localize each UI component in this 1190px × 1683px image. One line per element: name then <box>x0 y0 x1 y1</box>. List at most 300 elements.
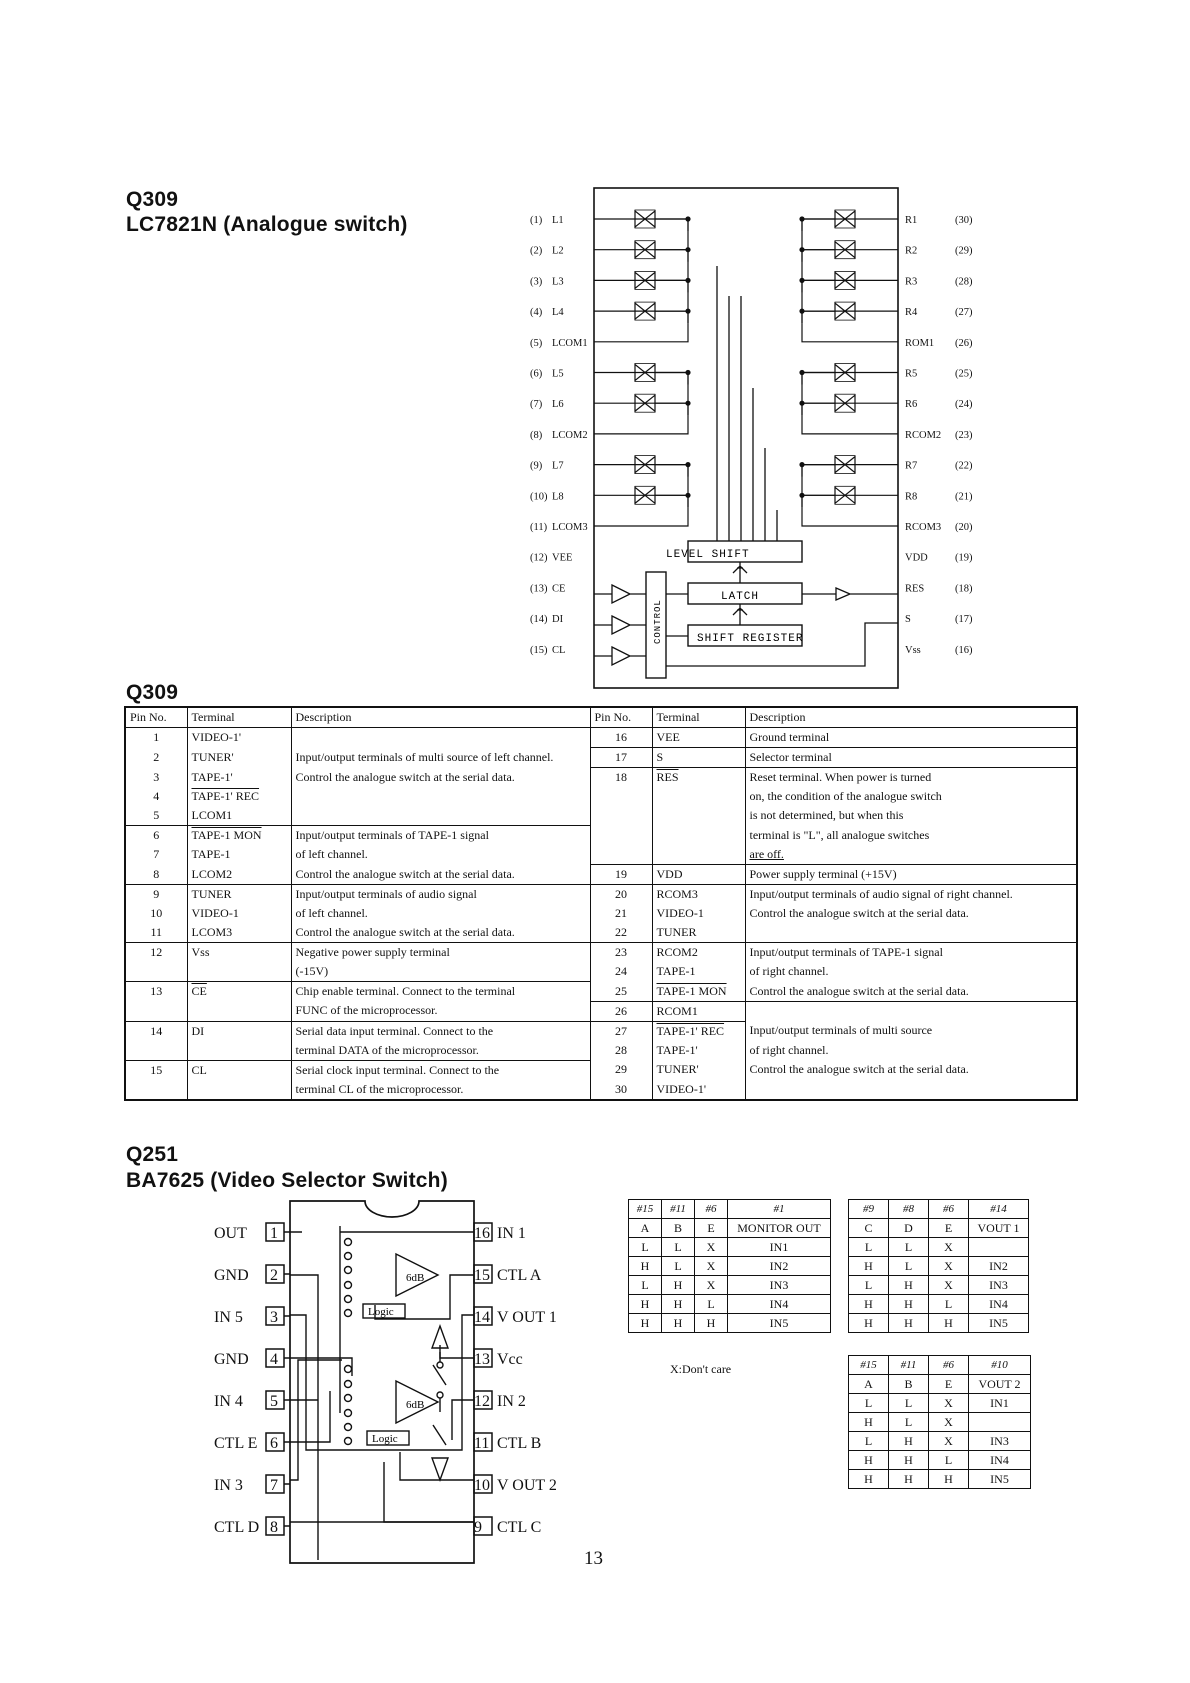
tt-row <box>849 1219 1029 1238</box>
right-pin-name: R2 <box>905 245 918 257</box>
left-pin-number: (8) <box>530 429 543 441</box>
pin-box <box>474 1349 492 1367</box>
tt-row <box>629 1238 831 1257</box>
description-cell: Reset terminal. When power is turned <box>745 768 1077 788</box>
switch-symbol <box>635 211 655 227</box>
terminal-cell: LCOM1 <box>187 806 291 826</box>
terminal-cell: $\overline{RES}$ <box>652 768 745 788</box>
node-dot <box>800 278 804 282</box>
switch-symbol <box>835 394 855 412</box>
logic-2-label: Logic <box>372 1433 398 1445</box>
switch-symbol <box>635 241 655 259</box>
left-pin-name: L4 <box>552 307 564 319</box>
right-pin-name: CTL B <box>497 1435 542 1452</box>
right-pin-number: (28) <box>955 276 973 288</box>
node-dot <box>686 463 690 467</box>
description-cell: terminal CL of the microprocessor. <box>291 1080 590 1100</box>
description-cell: Selector terminal <box>745 748 1077 768</box>
left-pin-number: (3) <box>530 276 543 288</box>
switch-symbol <box>635 394 655 412</box>
header-terminal-right: Terminal <box>652 707 745 728</box>
right-pin-number: 12 <box>474 1393 490 1410</box>
tt-row <box>849 1394 1031 1413</box>
pin-cell: 16 <box>590 728 652 748</box>
tt-cell: D <box>889 1219 929 1238</box>
pin-cell <box>125 1001 187 1021</box>
left-pin-name: L2 <box>552 245 564 257</box>
pin-box <box>266 1307 284 1325</box>
left-pin-name: CL <box>552 644 566 656</box>
switch-symbol <box>835 303 855 319</box>
terminal-cell: TAPE-1' REC <box>187 787 291 806</box>
description-cell: Control the analogue switch at the serial data. <box>745 904 1077 923</box>
header-terminal-left: Terminal <box>187 707 291 728</box>
signal-line <box>655 495 835 507</box>
left-pin-name: L6 <box>552 399 564 411</box>
switch-symbol <box>635 271 655 289</box>
tt-cell: IN3 <box>969 1432 1031 1451</box>
terminal-cell: VIDEO-1' <box>187 728 291 748</box>
tt-cell: IN5 <box>728 1314 831 1333</box>
right-pin-number: (30) <box>955 215 973 226</box>
right-pin-name: S <box>905 614 911 626</box>
left-pin-name: CTL D <box>214 1519 260 1536</box>
tt-cell: L <box>662 1257 695 1276</box>
tt-row <box>849 1238 1029 1257</box>
tt-row <box>849 1470 1031 1489</box>
page-number: 13 <box>584 1548 603 1569</box>
switch-symbol <box>835 456 855 474</box>
tt-cell: X <box>929 1413 969 1432</box>
tt-cell: X <box>929 1238 969 1257</box>
right-pin-name: VDD <box>905 552 928 564</box>
pin-cell: 9 <box>125 885 187 905</box>
description-cell: (-15V) <box>291 962 590 982</box>
left-pin-number: (13) <box>530 583 548 595</box>
tt-cell: X <box>929 1394 969 1413</box>
pin-cell: 17 <box>590 748 652 768</box>
right-pin-number: 9 <box>474 1519 482 1536</box>
right-pin-number: (16) <box>955 644 973 656</box>
node-dot <box>686 248 690 252</box>
left-pin-number: 2 <box>270 1267 278 1284</box>
tt-cell: A <box>629 1219 662 1238</box>
right-pin-name: IN 1 <box>497 1225 526 1242</box>
tt-cell: B <box>889 1375 929 1394</box>
terminal-cell <box>187 1080 291 1100</box>
tt-header-cell: #15 <box>629 1200 662 1219</box>
tt-cell: IN3 <box>728 1276 831 1295</box>
bus-line <box>688 219 802 323</box>
switch-symbol <box>635 486 655 504</box>
node-dot <box>686 493 690 497</box>
switch-symbol <box>635 302 655 320</box>
switch-symbol <box>835 211 855 227</box>
amp-2-label: 6dB <box>406 1399 425 1411</box>
left-pin-number: 4 <box>270 1351 278 1368</box>
com-line <box>594 507 898 526</box>
switch-symbol <box>635 395 655 411</box>
tt-cell: H <box>889 1432 929 1451</box>
terminal-cell: TAPE-1' <box>652 1041 745 1061</box>
node-dot <box>686 401 690 405</box>
terminal-cell: TAPE-1 MON <box>187 826 291 846</box>
terminal-cell: TUNER <box>652 923 745 943</box>
tt-cell: H <box>889 1295 929 1314</box>
tt-cell: H <box>849 1451 889 1470</box>
header-description-right: Description <box>745 707 1077 728</box>
description-cell: terminal is "L", all analogue switches <box>745 826 1077 846</box>
terminal-cell <box>652 845 745 865</box>
terminal-cell: TUNER' <box>187 748 291 768</box>
truth-table-vout2 <box>848 1355 1031 1489</box>
pin-cell <box>590 806 652 826</box>
description-cell: terminal DATA of the microprocessor. <box>291 1041 590 1061</box>
tt-row <box>629 1295 831 1314</box>
tt-cell: L <box>849 1238 889 1257</box>
tt-cell: H <box>849 1295 889 1314</box>
tt-cell: L <box>849 1276 889 1295</box>
switch-symbol <box>835 302 855 320</box>
tt-header-cell: #14 <box>969 1200 1029 1219</box>
description-cell: Input/output terminals of TAPE-1 signal <box>745 943 1077 963</box>
tt-row <box>849 1276 1029 1295</box>
terminal-cell: TAPE-1 <box>652 962 745 982</box>
tt-cell: L <box>849 1394 889 1413</box>
right-pin-number: (24) <box>955 399 973 411</box>
pin-cell: 8 <box>125 865 187 885</box>
tt-cell: H <box>629 1295 662 1314</box>
tt-header-cell: #10 <box>969 1356 1031 1375</box>
pin-cell: 23 <box>590 943 652 963</box>
switch-symbol <box>635 456 655 474</box>
tt-cell: L <box>889 1257 929 1276</box>
left-pin-number: 5 <box>270 1393 278 1410</box>
tt-cell: H <box>849 1470 889 1489</box>
pin-cell: 20 <box>590 885 652 905</box>
tt-row <box>849 1257 1029 1276</box>
tt-cell: L <box>629 1276 662 1295</box>
node-dot <box>800 217 804 221</box>
pin-box <box>474 1475 492 1493</box>
right-pin-number: (18) <box>955 583 973 595</box>
right-pin-name: R3 <box>905 276 918 288</box>
pin-cell <box>590 787 652 806</box>
tt-header-cell: #11 <box>662 1200 695 1219</box>
latch-label: LATCH <box>721 591 760 603</box>
description-cell: Serial clock input terminal. Connect to the <box>291 1060 590 1080</box>
right-pin-number: (26) <box>955 337 973 349</box>
switch-symbol <box>635 487 655 503</box>
tt-cell: X <box>929 1257 969 1276</box>
description-cell: Input/output terminals of audio signal of right channel. <box>745 885 1077 905</box>
right-pin-number: (23) <box>955 429 973 441</box>
left-pin-number: (6) <box>530 368 543 380</box>
tt-cell: L <box>629 1238 662 1257</box>
com-line <box>594 415 898 434</box>
terminal-cell <box>187 1041 291 1061</box>
tt-header-cell: #8 <box>889 1200 929 1219</box>
left-pin-name: CE <box>552 583 566 595</box>
pin-cell: 2 <box>125 748 187 768</box>
tt-cell: E <box>695 1219 728 1238</box>
right-pin-number: (27) <box>955 307 973 319</box>
tt-header-cell: #11 <box>889 1356 929 1375</box>
description-cell: Control the analogue switch at the serial data. <box>745 982 1077 1002</box>
terminal-cell: RCOM3 <box>652 885 745 905</box>
signal-line <box>655 219 835 231</box>
tt-cell: B <box>662 1219 695 1238</box>
right-pin-number: 11 <box>474 1435 490 1452</box>
pin-cell: 30 <box>590 1080 652 1100</box>
tt-row <box>629 1257 831 1276</box>
terminal-cell: VIDEO-1 <box>187 904 291 923</box>
shift-register-label: SHIFT REGISTER <box>697 633 804 645</box>
right-pin-name: ROM1 <box>905 337 935 349</box>
terminal-cell: $\overline{CE}$ <box>187 982 291 1002</box>
description-cell <box>291 787 590 806</box>
pin-cell <box>125 1080 187 1100</box>
tt-cell: H <box>889 1470 929 1489</box>
pin-cell: 27 <box>590 1021 652 1041</box>
pin-box <box>266 1265 284 1283</box>
pin-cell: 21 <box>590 904 652 923</box>
pin-box <box>266 1475 284 1493</box>
pin-cell <box>125 1041 187 1061</box>
terminal-cell <box>187 1001 291 1021</box>
q251-subtitle: BA7625 (Video Selector Switch) <box>126 1169 448 1192</box>
left-pin-name: IN 4 <box>214 1393 243 1410</box>
q251-title: Q251 <box>126 1143 179 1166</box>
right-pin-name: R4 <box>905 307 918 319</box>
tt-cell: H <box>629 1257 662 1276</box>
tt-row <box>629 1219 831 1238</box>
terminal-cell: VIDEO-1' <box>652 1080 745 1100</box>
q309-pin-table <box>124 706 1078 1101</box>
switch-symbol <box>835 210 855 228</box>
switch-symbol <box>835 395 855 411</box>
pin-cell: 26 <box>590 1001 652 1021</box>
signal-line <box>655 280 835 292</box>
tt-cell: IN4 <box>728 1295 831 1314</box>
pin-cell: 12 <box>125 943 187 963</box>
terminal-cell <box>652 806 745 826</box>
right-pin-name: R5 <box>905 368 918 380</box>
node-dot <box>686 371 690 375</box>
truth-table-vout-monitor <box>628 1199 831 1333</box>
tt-cell: L <box>662 1238 695 1257</box>
switch-symbol <box>635 365 655 381</box>
switch-symbol <box>835 241 855 259</box>
left-pin-name: L5 <box>552 368 564 380</box>
left-pin-number: (4) <box>530 307 543 319</box>
description-cell <box>291 728 590 748</box>
right-pin-name: Vcc <box>497 1351 523 1368</box>
pin-cell: 3 <box>125 768 187 788</box>
tt-cell: X <box>695 1238 728 1257</box>
left-pin-number: 1 <box>270 1225 278 1242</box>
description-cell: Input/output terminals of TAPE-1 signal <box>291 826 590 846</box>
header-pin-left: Pin No. <box>125 707 187 728</box>
right-pin-name: R6 <box>905 399 918 411</box>
node-dot <box>800 371 804 375</box>
tt-row <box>849 1413 1031 1432</box>
switch-symbol <box>835 364 855 382</box>
tt-header-cell: #15 <box>849 1356 889 1375</box>
left-pin-number: (10) <box>530 491 548 503</box>
right-pin-number: (22) <box>955 460 973 472</box>
right-pin-name: V OUT 2 <box>497 1477 557 1494</box>
description-cell: Control the analogue switch at the serial data. <box>745 1060 1077 1080</box>
left-pin-name: CTL E <box>214 1435 258 1452</box>
q309-title: Q309 <box>126 188 179 211</box>
left-pin-name: IN 3 <box>214 1477 243 1494</box>
tt-cell: X <box>929 1432 969 1451</box>
terminal-cell: TUNER <box>187 885 291 905</box>
tt-header-cell: #9 <box>849 1200 889 1219</box>
pin-box <box>266 1349 284 1367</box>
description-cell: are off. <box>745 845 1077 865</box>
tt-cell: IN1 <box>728 1238 831 1257</box>
pin-cell <box>590 826 652 846</box>
tt-cell: VOUT 1 <box>969 1219 1029 1238</box>
tt-cell: IN5 <box>969 1470 1031 1489</box>
pin-box <box>474 1307 492 1325</box>
node-dot <box>686 278 690 282</box>
switch-symbol <box>635 272 655 288</box>
description-cell <box>291 806 590 826</box>
switch-symbol <box>835 272 855 288</box>
pin-cell: 13 <box>125 982 187 1002</box>
left-pin-number: (7) <box>530 399 543 411</box>
tt-cell: IN4 <box>969 1295 1029 1314</box>
pin-cell: 28 <box>590 1041 652 1061</box>
level-shift-label: LEVEL SHIFT <box>666 549 750 561</box>
right-pin-number: (20) <box>955 522 973 533</box>
switch-symbol <box>635 210 655 228</box>
terminal-cell: TUNER' <box>652 1060 745 1080</box>
header-pin-right: Pin No. <box>590 707 652 728</box>
q309-subtitle: LC7821N (Analogue switch) <box>126 213 408 236</box>
switch-symbol <box>635 457 655 473</box>
com-line <box>594 323 898 342</box>
tt-cell: H <box>695 1314 728 1333</box>
left-pin-number: 3 <box>270 1309 278 1326</box>
left-pin-name: IN 5 <box>214 1309 243 1326</box>
description-cell: Control the analogue switch at the serial data. <box>291 768 590 788</box>
description-cell: Input/output terminals of audio signal <box>291 885 590 905</box>
tt-cell: H <box>849 1314 889 1333</box>
signal-line <box>655 311 835 323</box>
tt-row <box>849 1295 1029 1314</box>
right-pin-name: R1 <box>905 215 918 226</box>
tt-cell: L <box>889 1413 929 1432</box>
tt-header-cell: #6 <box>929 1356 969 1375</box>
terminal-cell: VDD <box>652 865 745 885</box>
node-dot <box>800 463 804 467</box>
left-pin-number: (5) <box>530 337 543 349</box>
description-cell: Input/output terminals of multi source of left channel. <box>291 748 590 768</box>
tt-cell: L <box>889 1238 929 1257</box>
node-dot <box>800 401 804 405</box>
left-pin-name: LCOM1 <box>552 337 588 349</box>
switch-symbol <box>835 271 855 289</box>
tt-cell: L <box>929 1451 969 1470</box>
tt-header-cell: #6 <box>695 1200 728 1219</box>
left-pin-number: 7 <box>270 1477 278 1494</box>
left-pin-name: LCOM3 <box>552 522 588 533</box>
description-cell: Serial data input terminal. Connect to the <box>291 1021 590 1041</box>
pin-box <box>474 1223 492 1241</box>
right-pin-name: Vss <box>905 644 921 656</box>
pin-cell: 14 <box>125 1021 187 1041</box>
terminal-cell: LCOM2 <box>187 865 291 885</box>
left-pin-name: LCOM2 <box>552 429 588 441</box>
pin-cell: 4 <box>125 787 187 806</box>
right-pin-name: R8 <box>905 491 918 503</box>
pin-cell: 19 <box>590 865 652 885</box>
tt-cell: L <box>849 1432 889 1451</box>
tt-cell: L <box>695 1295 728 1314</box>
tt-row <box>849 1432 1031 1451</box>
right-pin-name: RCOM3 <box>905 522 942 533</box>
description-cell: of right channel. <box>745 1041 1077 1061</box>
signal-line <box>655 250 835 262</box>
right-pin-number: (21) <box>955 491 973 503</box>
pin-box <box>474 1391 492 1409</box>
terminal-cell <box>187 962 291 982</box>
tt-cell: H <box>929 1470 969 1489</box>
description-cell: on, the condition of the analogue switch <box>745 787 1077 806</box>
tt-cell <box>969 1413 1031 1432</box>
right-pin-name: IN 2 <box>497 1393 526 1410</box>
description-cell: FUNC of the microprocessor. <box>291 1001 590 1021</box>
switch-symbol <box>835 486 855 504</box>
switch-symbol <box>835 365 855 381</box>
tt-cell: H <box>662 1295 695 1314</box>
tt-cell: H <box>889 1451 929 1470</box>
description-cell: of right channel. <box>745 962 1077 982</box>
tt-cell: IN1 <box>969 1394 1031 1413</box>
tt-cell: IN4 <box>969 1451 1031 1470</box>
left-pin-number: 6 <box>270 1435 278 1452</box>
switch-symbol <box>835 457 855 473</box>
right-pin-number: (29) <box>955 245 973 257</box>
tt-header-cell: #6 <box>929 1200 969 1219</box>
left-pin-number: (1) <box>530 215 543 226</box>
pin-cell <box>125 962 187 982</box>
right-pin-number: (19) <box>955 552 973 564</box>
right-pin-name: R7 <box>905 460 918 472</box>
pin-cell <box>590 845 652 865</box>
right-pin-number: (25) <box>955 368 973 380</box>
description-cell: of left channel. <box>291 904 590 923</box>
terminal-cell: VIDEO-1 <box>652 904 745 923</box>
left-pin-name: VEE <box>552 552 573 564</box>
terminal-cell: TAPE-1' <box>187 768 291 788</box>
right-pin-number: 16 <box>474 1225 490 1242</box>
node-dot <box>800 309 804 313</box>
node-dot <box>800 248 804 252</box>
truth-table-vout1 <box>848 1199 1029 1333</box>
terminal-cell: TAPE-1 <box>187 845 291 865</box>
right-pin-number: 14 <box>474 1309 490 1326</box>
description-cell: is not determined, but when this <box>745 806 1077 826</box>
left-pin-name: L7 <box>552 460 564 472</box>
terminal-cell <box>652 826 745 846</box>
tt-cell: H <box>662 1314 695 1333</box>
tt-cell: H <box>889 1276 929 1295</box>
